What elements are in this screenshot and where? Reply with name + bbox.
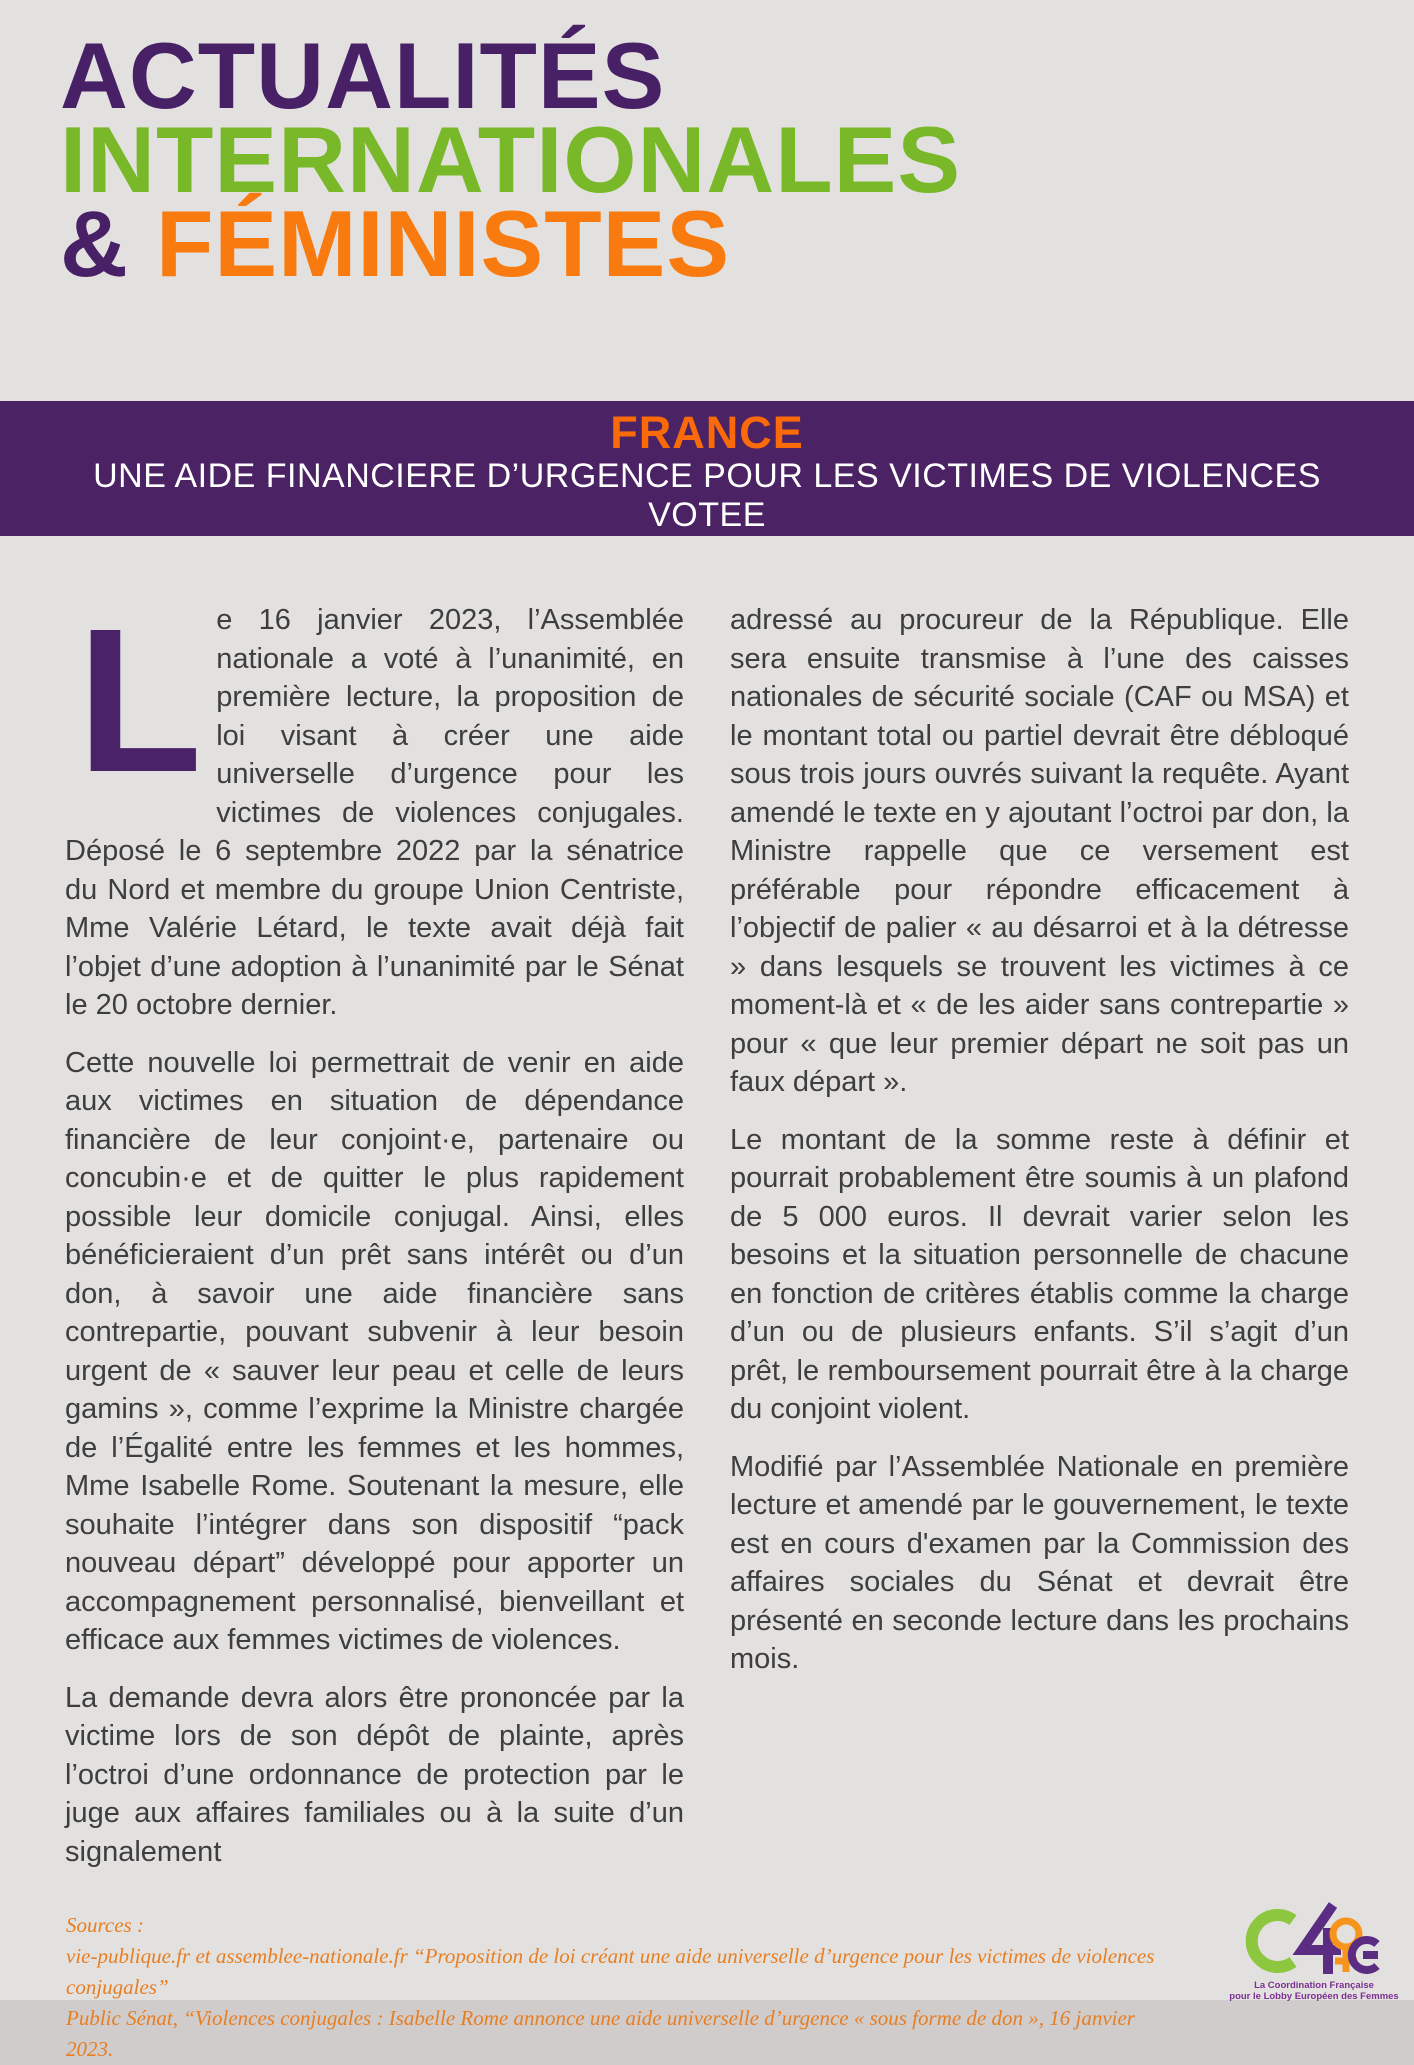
masthead-line-feministes <box>60 191 961 296</box>
masthead-line-internationales: INTERNATIONALES <box>60 107 962 212</box>
article-paragraph-right-2: Le montant de la somme reste à définir et pourrait probablement être soumis à un plafond de 5 000 euros. Il devrait varier selon les besoins et la situation personnelle de chacune en fonction de critères établis comme la charge d’un ou de plusieurs enfants. S’il s’agit d’un prêt, le remboursement pourrait être à la charge du conjoint violent. <box>730 1123 1349 1425</box>
masthead-feministes-word: FÉMINISTES <box>156 191 731 296</box>
article-paragraph-right-1: adressé au procureur de la République. Elle sera ensuite transmise à l’une des caisses nationales de sécurité sociale (CAF ou MSA) et le montant total ou partiel devrait être débloqué sous trois jours ouvrés suivant la requête. Ayant amendé le texte en y ajoutant l’octroi par don, la Ministre rappelle que ce versement est préférable pour répondre efficacement à l’objectif de palier « au désarroi et à la détresse » dans lesquels se trouvent les victimes à ce moment-là et « de les aider sans contrepartie » pour « que leur premier départ ne soit pas un faux départ ». <box>730 604 1349 1098</box>
sources-line-1: vie-publique.fr et assemblee-nationale.fr “Proposition de loi créant une aide universelle d’urgence pour les victimes de violences conjugales” <box>66 1944 1155 1999</box>
clef-logo <box>1216 1902 1412 2002</box>
article-column-left <box>65 586 684 1890</box>
clef-logo-icon <box>1245 1902 1383 1980</box>
banner-title-line2: VOTEE <box>648 496 766 534</box>
article-paragraph-right-3: Modifié par l’Assemblée Nationale en première lecture et amendé par le gouvernement, le texte est en cours d'examen par la Commission des affaires sociales du Sénat et devrait être présenté en seconde lecture dans les prochains mois. <box>730 1450 1349 1675</box>
logo-caption-line2: pour le Lobby Européen des Femmes <box>1229 1991 1399 2002</box>
dropcap-letter: L <box>77 586 203 815</box>
article-body <box>65 586 1349 1890</box>
banner-title-line1: UNE AIDE FINANCIERE D’URGENCE POUR LES VICTIMES DE VIOLENCES <box>93 457 1321 495</box>
article-paragraph-left-2: Cette nouvelle loi permettrait de venir en aide aux victimes en situation de dépendance financière de leur conjoint·e, partenaire ou concubin·e et de quitter le plus rapidement possible leur domicile conjugal. Ainsi, elles bénéficieraient d’un prêt sans intérêt ou d’un don, à savoir une aide financière sans contrepartie, pouvant subvenir à leur besoin urgent de « sauver leur peau et celle de leurs gamins », comme l’exprime la Ministre chargée de l’Égalité entre les femmes et les hommes, Mme Isabelle Rome. Soutenant la mesure, elle souhaite l’intégrer dans son dispositif “pack nouveau départ” développé pour apporter un accompagnement personnalisé, bienveillant et efficace aux femmes victimes de violences. <box>65 1046 684 1656</box>
article-paragraph-left-1 <box>65 586 684 1025</box>
article-column-right <box>730 601 1349 1890</box>
logo-caption-line1: La Coordination Française <box>1254 1980 1374 1991</box>
masthead-line-actualites: ACTUALITÉS <box>60 23 666 128</box>
sources-label: Sources : <box>66 1913 144 1937</box>
sources-block <box>66 1910 1166 2065</box>
article-paragraph-left-3: La demande devra alors être prononcée par la victime lors de son dépôt de plainte, après l’octroi d’une ordonnance de protection par le juge aux affaires familiales ou à la suite d’un signalement <box>65 1681 684 1868</box>
masthead-ampersand: & <box>60 191 129 296</box>
masthead <box>60 23 962 296</box>
sources-line-2: Public Sénat, “Violences conjugales : Isabelle Rome annonce une aide universelle d’urgence « sous forme de don », 16 janvier 2023. <box>66 2006 1135 2061</box>
section-header-banner <box>0 401 1414 536</box>
article-paragraph-left-1-text: e 16 janvier 2023, l’Assemblée nationale a voté à l’unanimité, en première lecture, la proposition de loi visant à créer une aide universelle d’urgence pour les victimes de violences conjugales. Déposé le 6 septembre 2022 par la sénatrice du Nord et membre du groupe Union Centriste, Mme Valérie Létard, le texte avait déjà fait l’objet d’une adoption à l’unanimité par le Sénat le 20 octobre dernier. <box>65 604 684 1021</box>
banner-country-label: FRANCE <box>610 407 804 458</box>
